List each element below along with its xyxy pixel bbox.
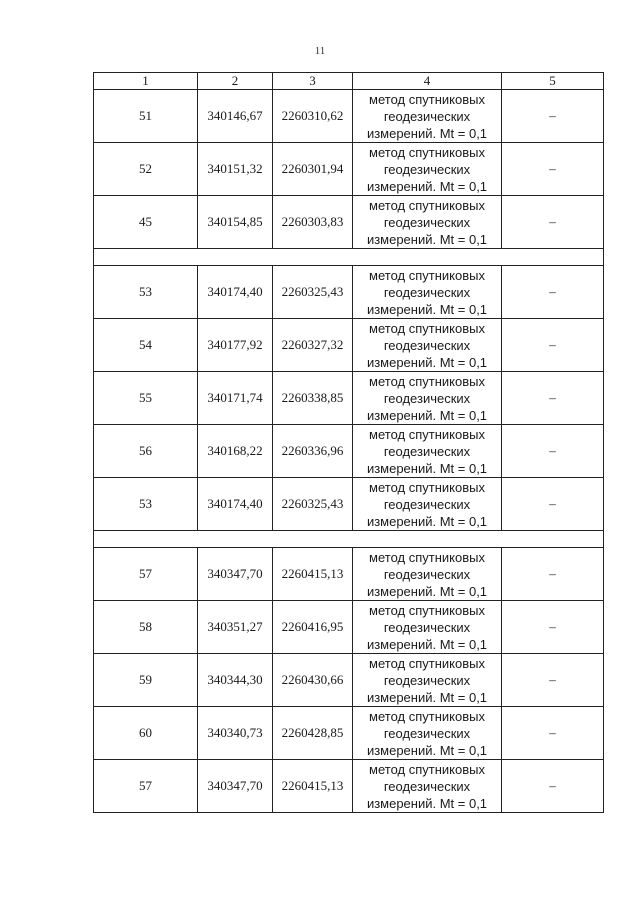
point-number-cell: 53	[94, 266, 198, 319]
method-cell	[353, 425, 502, 478]
method-cell	[353, 654, 502, 707]
method-text-line: геодезических	[383, 214, 471, 230]
method-text-line: метод спутниковых	[369, 602, 485, 618]
method-cell	[353, 707, 502, 760]
header-col-4: 4	[353, 73, 502, 90]
accuracy-dash-cell: –	[502, 90, 604, 143]
method-text-line: геодезических	[383, 566, 471, 582]
x-coordinate-cell: 340146,67	[198, 90, 273, 143]
x-coordinate-cell: 340344,30	[198, 654, 273, 707]
y-coordinate-cell: 2260416,95	[273, 601, 353, 654]
method-text-line: измерений. Mt = 0,1	[366, 460, 488, 476]
y-coordinate-cell: 2260338,85	[273, 372, 353, 425]
table-row	[94, 601, 604, 654]
table-row	[94, 196, 604, 249]
x-coordinate-cell: 340347,70	[198, 548, 273, 601]
method-cell	[353, 143, 502, 196]
method-text-line: метод спутниковых	[369, 761, 485, 777]
accuracy-dash-cell: –	[502, 372, 604, 425]
accuracy-dash-cell: –	[502, 654, 604, 707]
method-cell	[353, 319, 502, 372]
point-number-cell: 60	[94, 707, 198, 760]
header-col-2: 2	[198, 73, 273, 90]
method-text-line: метод спутниковых	[369, 708, 485, 724]
x-coordinate-cell: 340340,73	[198, 707, 273, 760]
group-separator-cell	[94, 249, 604, 266]
method-cell	[353, 601, 502, 654]
method-text-line: метод спутниковых	[369, 373, 485, 389]
method-text-line: геодезических	[383, 161, 471, 177]
accuracy-dash-cell: –	[502, 760, 604, 813]
coordinates-table	[93, 72, 604, 813]
accuracy-dash-cell: –	[502, 266, 604, 319]
table-body	[94, 90, 604, 813]
accuracy-dash-cell: –	[502, 196, 604, 249]
y-coordinate-cell: 2260303,83	[273, 196, 353, 249]
page-number: 11	[314, 45, 326, 57]
method-text-line: измерений. Mt = 0,1	[366, 354, 488, 370]
method-cell	[353, 196, 502, 249]
method-text-line: измерений. Mt = 0,1	[366, 407, 488, 423]
method-text-line: метод спутниковых	[369, 549, 485, 565]
method-text-line: измерений. Mt = 0,1	[366, 178, 488, 194]
group-separator-row	[94, 249, 604, 266]
method-text-line: геодезических	[383, 443, 471, 459]
point-number-cell: 59	[94, 654, 198, 707]
method-text-line: метод спутниковых	[369, 267, 485, 283]
method-text-line: метод спутниковых	[369, 426, 485, 442]
y-coordinate-cell: 2260325,43	[273, 478, 353, 531]
y-coordinate-cell: 2260325,43	[273, 266, 353, 319]
method-text-line: геодезических	[383, 284, 471, 300]
accuracy-dash-cell: –	[502, 548, 604, 601]
y-coordinate-cell: 2260301,94	[273, 143, 353, 196]
method-text-line: метод спутниковых	[369, 479, 485, 495]
x-coordinate-cell: 340171,74	[198, 372, 273, 425]
point-number-cell: 56	[94, 425, 198, 478]
method-text-line: измерений. Mt = 0,1	[366, 583, 488, 599]
group-separator-row	[94, 531, 604, 548]
x-coordinate-cell: 340168,22	[198, 425, 273, 478]
point-number-cell: 45	[94, 196, 198, 249]
method-text-line: метод спутниковых	[369, 320, 485, 336]
table-row	[94, 266, 604, 319]
table-row	[94, 143, 604, 196]
method-text-line: метод спутниковых	[369, 144, 485, 160]
point-number-cell: 55	[94, 372, 198, 425]
table-row	[94, 707, 604, 760]
method-text-line: геодезических	[383, 672, 471, 688]
method-text-line: геодезических	[383, 337, 471, 353]
method-text-line: измерений. Mt = 0,1	[366, 125, 488, 141]
method-text-line: геодезических	[383, 496, 471, 512]
table-row	[94, 90, 604, 143]
header-col-3: 3	[273, 73, 353, 90]
method-cell	[353, 266, 502, 319]
x-coordinate-cell: 340174,40	[198, 478, 273, 531]
x-coordinate-cell: 340351,27	[198, 601, 273, 654]
table-row	[94, 760, 604, 813]
point-number-cell: 52	[94, 143, 198, 196]
method-text-line: метод спутниковых	[369, 91, 485, 107]
method-text-line: измерений. Mt = 0,1	[366, 795, 488, 811]
table-row	[94, 654, 604, 707]
point-number-cell: 53	[94, 478, 198, 531]
method-text-line: измерений. Mt = 0,1	[366, 513, 488, 529]
y-coordinate-cell: 2260430,66	[273, 654, 353, 707]
table-row	[94, 548, 604, 601]
accuracy-dash-cell: –	[502, 478, 604, 531]
method-text-line: геодезических	[383, 725, 471, 741]
method-text-line: геодезических	[383, 778, 471, 794]
method-cell	[353, 760, 502, 813]
method-text-line: метод спутниковых	[369, 197, 485, 213]
accuracy-dash-cell: –	[502, 707, 604, 760]
point-number-cell: 57	[94, 548, 198, 601]
method-text-line: метод спутниковых	[369, 655, 485, 671]
table-row	[94, 319, 604, 372]
method-text-line: измерений. Mt = 0,1	[366, 301, 488, 317]
table-row	[94, 425, 604, 478]
method-text-line: измерений. Mt = 0,1	[366, 742, 488, 758]
method-text-line: измерений. Mt = 0,1	[366, 231, 488, 247]
x-coordinate-cell: 340154,85	[198, 196, 273, 249]
y-coordinate-cell: 2260415,13	[273, 760, 353, 813]
table-header-row	[94, 73, 604, 90]
accuracy-dash-cell: –	[502, 601, 604, 654]
method-text-line: геодезических	[383, 619, 471, 635]
method-cell	[353, 548, 502, 601]
accuracy-dash-cell: –	[502, 143, 604, 196]
method-cell	[353, 478, 502, 531]
method-cell	[353, 90, 502, 143]
y-coordinate-cell: 2260310,62	[273, 90, 353, 143]
point-number-cell: 57	[94, 760, 198, 813]
y-coordinate-cell: 2260415,13	[273, 548, 353, 601]
method-text-line: геодезических	[383, 108, 471, 124]
table-row	[94, 372, 604, 425]
accuracy-dash-cell: –	[502, 425, 604, 478]
header-col-5: 5	[502, 73, 604, 90]
table-row	[94, 478, 604, 531]
y-coordinate-cell: 2260428,85	[273, 707, 353, 760]
point-number-cell: 51	[94, 90, 198, 143]
y-coordinate-cell: 2260327,32	[273, 319, 353, 372]
group-separator-cell	[94, 531, 604, 548]
x-coordinate-cell: 340174,40	[198, 266, 273, 319]
x-coordinate-cell: 340151,32	[198, 143, 273, 196]
method-text-line: измерений. Mt = 0,1	[366, 636, 488, 652]
method-text-line: измерений. Mt = 0,1	[366, 689, 488, 705]
accuracy-dash-cell: –	[502, 319, 604, 372]
x-coordinate-cell: 340347,70	[198, 760, 273, 813]
x-coordinate-cell: 340177,92	[198, 319, 273, 372]
point-number-cell: 54	[94, 319, 198, 372]
y-coordinate-cell: 2260336,96	[273, 425, 353, 478]
method-cell	[353, 372, 502, 425]
method-text-line: геодезических	[383, 390, 471, 406]
header-col-1: 1	[94, 73, 198, 90]
point-number-cell: 58	[94, 601, 198, 654]
